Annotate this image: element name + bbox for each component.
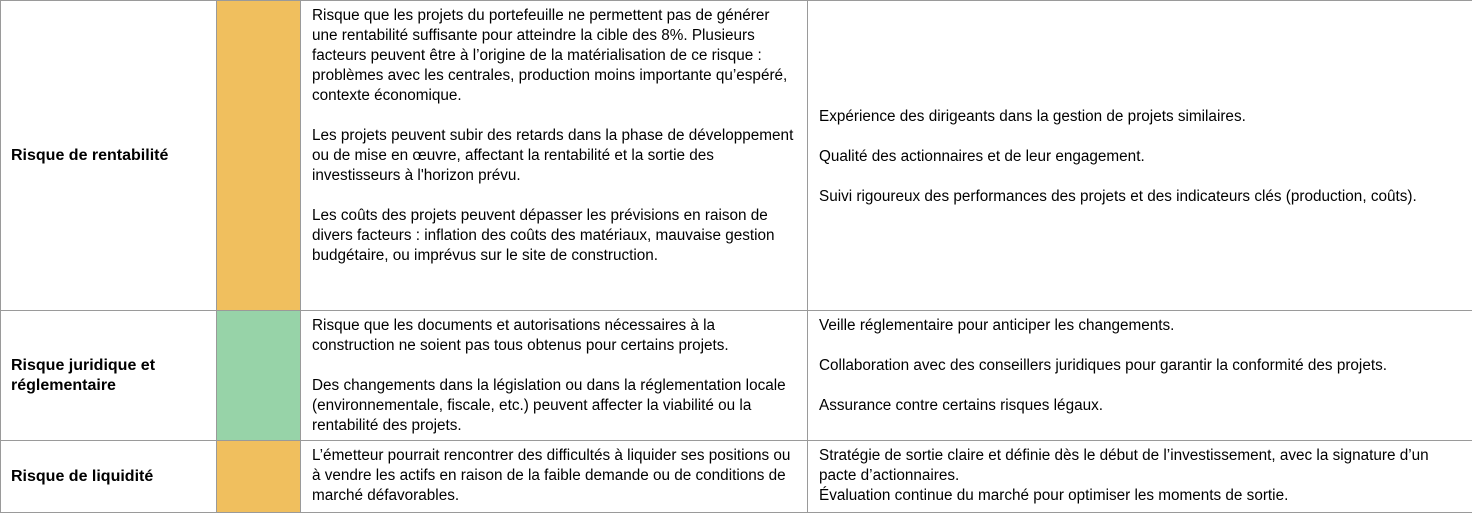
risk-mitigation (808, 1, 1472, 311)
mitigation-paragraph: Suivi rigoureux des performances des projets et des indicateurs clés (production, coûts). (819, 187, 1417, 205)
risk-name: Risque de liquidité (1, 441, 217, 513)
mitigation-paragraph: Qualité des actionnaires et de leur engagement. (819, 147, 1145, 165)
mitigation-paragraph: Stratégie de sortie claire et définie dès le début de l’investissement, avec la signature d’un pacte d’actionnaires. (819, 447, 1429, 484)
description-paragraph: Risque que les documents et autorisations nécessaires à la construction ne soient pas tous obtenus pour certains projets. (312, 317, 729, 354)
risk-level-indicator (217, 1, 301, 311)
description-paragraph: L’émetteur pourrait rencontrer des difficultés à liquider ses positions ou à vendre les actifs en raison de la faible demande ou de conditions de marché défavorables. (312, 447, 791, 504)
risk-mitigation (808, 311, 1472, 441)
risk-name: Risque de rentabilité (1, 1, 217, 311)
description-paragraph: Des changements dans la législation ou dans la réglementation locale (environnementale, fiscale, etc.) peuvent affecter la viabilité ou la rentabilité des projets. (312, 377, 786, 434)
risk-description (301, 311, 808, 441)
mitigation-paragraph: Expérience des dirigeants dans la gestion de projets similaires. (819, 107, 1246, 125)
description-paragraph: Les projets peuvent subir des retards dans la phase de développement ou de mise en œuvre, affectant la rentabilité et la sortie des investisseurs à l'horizon prévu. (312, 127, 794, 184)
risk-name: Risque juridique et réglementaire (1, 311, 217, 441)
description-paragraph: Risque que les projets du portefeuille ne permettent pas de générer une rentabilité suffisante pour atteindre la cible des 8%. Plusieurs facteurs peuvent être à l’origine de la matérialisation de ce risque : problèmes avec les centrales, production moins importante qu’espéré, contexte économique. (312, 7, 788, 104)
risk-mitigation (808, 441, 1472, 513)
mitigation-paragraph: Veille réglementaire pour anticiper les changements. (819, 317, 1175, 334)
risk-description (301, 1, 808, 311)
mitigation-paragraph: Assurance contre certains risques légaux. (819, 397, 1103, 414)
risk-row-legal (1, 311, 1472, 441)
risk-row-liquidity (1, 441, 1472, 513)
risk-level-indicator (217, 441, 301, 513)
risk-row-profitability (1, 1, 1472, 311)
risk-level-indicator (217, 311, 301, 441)
description-paragraph: Les coûts des projets peuvent dépasser les prévisions en raison de divers facteurs : inflation des coûts des matériaux, mauvaise gestion budgétaire, ou imprévus sur le site de construction. (312, 207, 775, 264)
risk-description (301, 441, 808, 513)
mitigation-paragraph: Collaboration avec des conseillers juridiques pour garantir la conformité des projets. (819, 357, 1387, 374)
mitigation-paragraph: Évaluation continue du marché pour optimiser les moments de sortie. (819, 487, 1289, 504)
